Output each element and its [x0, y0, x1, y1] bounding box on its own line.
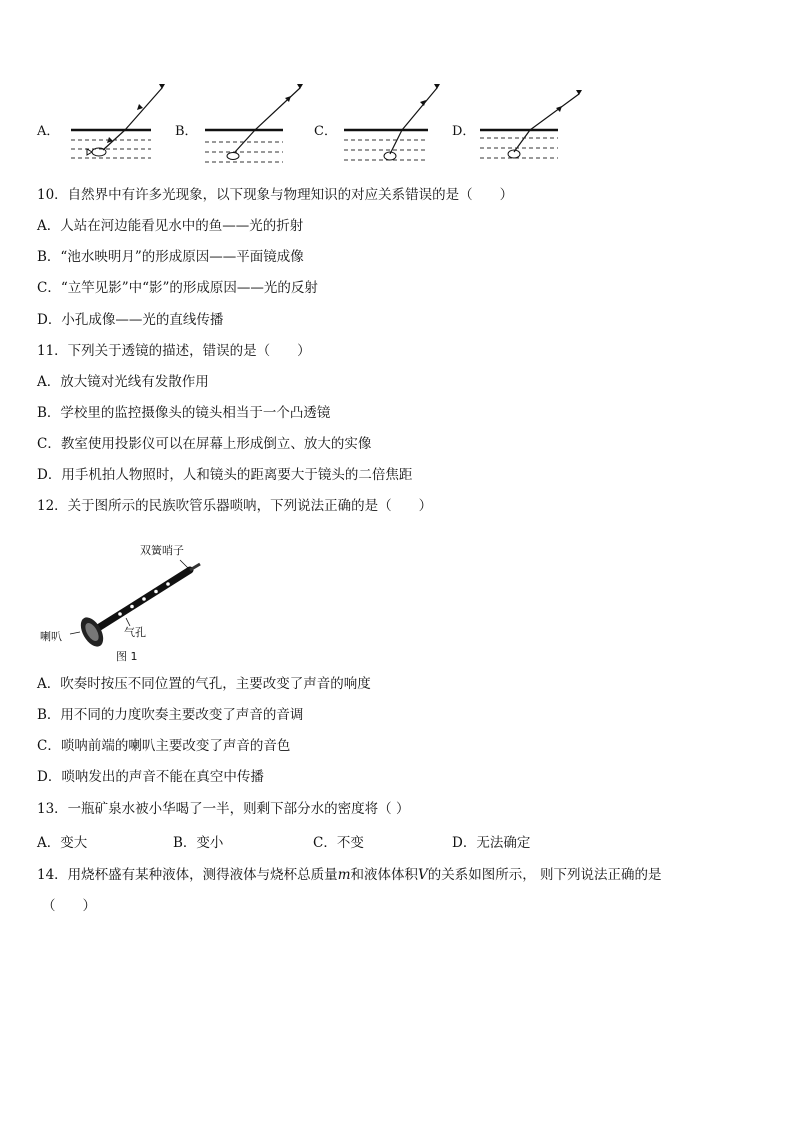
q14-stem-line2: （ ） [42, 898, 96, 914]
light-path-diagram-icon [470, 76, 585, 176]
q13-option-b[interactable]: B．变小 [173, 835, 224, 851]
light-path-diagram-icon [193, 76, 305, 176]
q14-stem [37, 866, 662, 884]
q14-var-m: m [337, 867, 351, 883]
q12-option-b[interactable]: B．用不同的力度吹奏主要改变了声音的音调 [37, 707, 304, 723]
q12-option-c[interactable]: C．唢呐前端的喇叭主要改变了声音的音色 [37, 738, 291, 754]
q10-stem: 10．自然界中有许多光现象，以下现象与物理知识的对应关系错误的是（ ） [37, 187, 514, 203]
suona-figure [40, 540, 220, 665]
q14-stem-part2: 和液体体积 [350, 867, 418, 883]
q13-option-d[interactable]: D．无法确定 [452, 835, 531, 851]
hole-label: 气孔 [124, 626, 146, 639]
suona-icon [40, 540, 220, 665]
q9-figure-c [314, 76, 449, 176]
q9-figure-a [37, 76, 172, 176]
q13-stem: 13．一瓶矿泉水被小华喝了一半，则剩下部分水的密度将（ ） [37, 801, 410, 817]
figure-label: D． [452, 124, 476, 139]
q10-option-a[interactable]: A．人站在河边能看见水中的鱼——光的折射 [37, 218, 304, 234]
q12-stem: 12．关于图所示的民族吹管乐器唢呐，下列说法正确的是（ ） [37, 498, 433, 514]
q9-figures [0, 76, 794, 176]
figure-caption: 图 1 [116, 650, 138, 663]
q11-option-c[interactable]: C．教室使用投影仪可以在屏幕上形成倒立、放大的实像 [37, 436, 372, 452]
q10-option-b[interactable]: B．“池水映明月”的形成原因——平面镜成像 [37, 249, 304, 265]
q12-option-d[interactable]: D．唢呐发出的声音不能在真空中传播 [37, 769, 264, 785]
figure-label: C． [314, 124, 337, 139]
light-path-diagram-icon [332, 76, 444, 176]
q11-option-d[interactable]: D．用手机拍人物照时，人和镜头的距离要大于镜头的二倍焦距 [37, 467, 413, 483]
q14-var-v: V [418, 867, 428, 883]
q13-options [37, 831, 757, 849]
q14-stem-part1: 14．用烧杯盛有某种液体，测得液体与烧杯总质量 [37, 867, 338, 883]
q14-stem-part3: 的关系如图所示， 则下列说法正确的是 [427, 867, 662, 883]
q10-option-d[interactable]: D．小孔成像——光的直线传播 [37, 312, 224, 328]
q9-figure-d [452, 76, 587, 176]
q10-option-c[interactable]: C．“立竿见影”中“影”的形成原因——光的反射 [37, 280, 318, 296]
figure-label: A． [37, 124, 60, 139]
horn-label: 喇叭 [40, 630, 62, 643]
q11-option-a[interactable]: A．放大镜对光线有发散作用 [37, 374, 209, 390]
q9-figure-b [175, 76, 310, 176]
reed-label: 双簧哨子 [140, 544, 184, 557]
q11-stem: 11．下列关于透镜的描述，错误的是（ ） [37, 343, 311, 359]
q11-option-b[interactable]: B．学校里的监控摄像头的镜头相当于一个凸透镜 [37, 405, 331, 421]
light-path-diagram-icon [55, 76, 167, 176]
q12-option-a[interactable]: A．吹奏时按压不同位置的气孔，主要改变了声音的响度 [37, 676, 371, 692]
q13-option-c[interactable]: C．不变 [313, 835, 364, 851]
q13-option-a[interactable]: A．变大 [37, 835, 88, 851]
figure-label: B． [175, 124, 198, 139]
